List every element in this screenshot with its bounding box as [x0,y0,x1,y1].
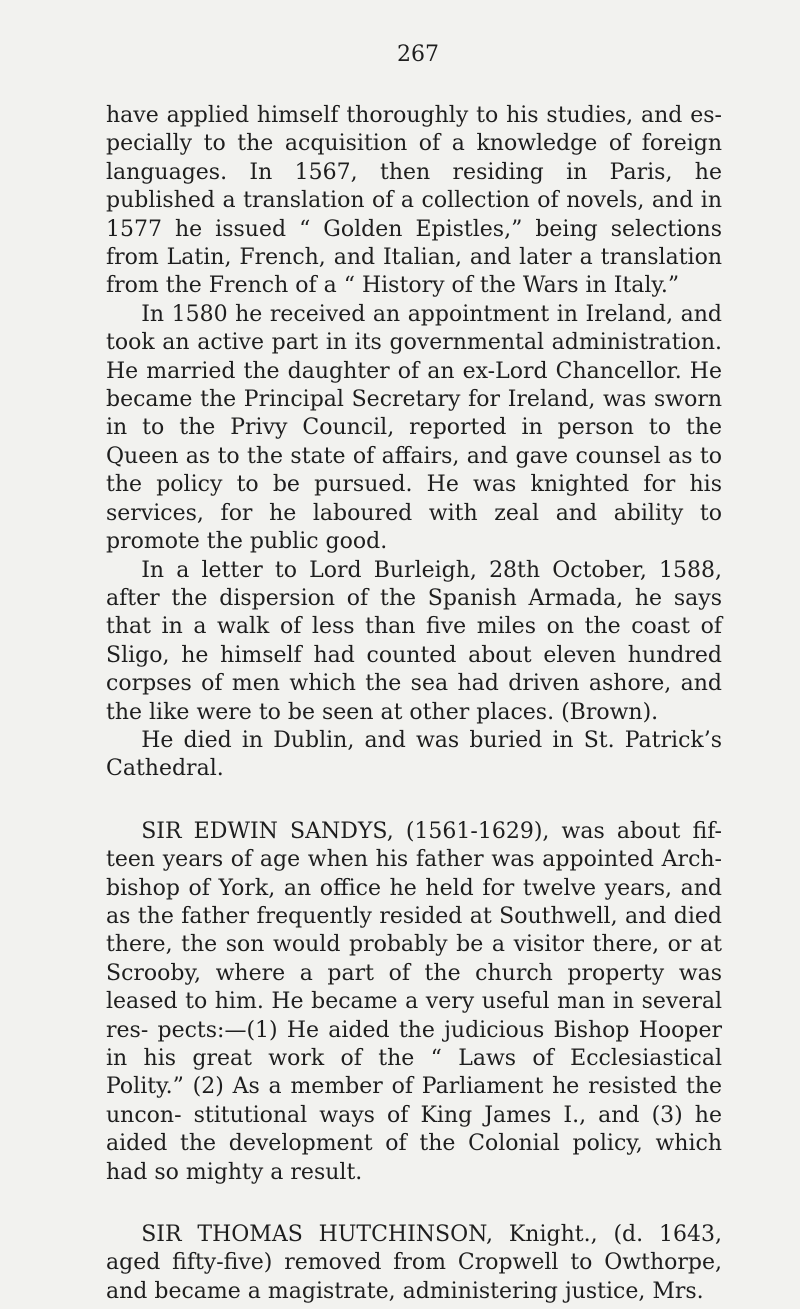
paragraph-thomas-hutchinson: SIR THOMAS HUTCHINSON, Knight., (d. 1643, aged fifty-five) removed from Cropwell to Owthorpe, and became a magistrate, administering justice, Mrs. [106,1222,722,1304]
paragraph-studies: have applied himself thoroughly to his studies, and es- pecially to the acquisition of a knowledge of foreign languages. In 1567, then residing in Paris, he published a translation of a collection of novels, and in 1577 he issued “ Golden Epistles,” being selections from Latin, French, and Italian, and later a translation from the French of a “ History of the Wars in Italy.” [106,103,722,299]
paragraph-armada-letter: In a letter to Lord Burleigh, 28th October, 1588, after the dispersion of the Spanish Armada, he says that in a walk of less than five miles on the coast of Sligo, he himself had counted about eleven hundred corpses of men which the sea had driven ashore, and the like were to be seen at other places. (Brown). [106,557,722,725]
page-number: 267 [397,42,439,67]
paragraph-death: He died in Dublin, and was buried in St. Patrick’s Cathedral. [106,727,722,782]
paragraph-edwin-sandys: SIR EDWIN SANDYS, (1561-1629), was about fif- teen years of age when his father was appointed Arch- bishop of York, an office he held for twelve years, and as the father frequently resided at Southwell, and died there, the son would probably be a visitor there, or at Scrooby, where a part of the church property was leased to him. He became a very useful man in several res- pects:—(1) He aided the judicious Bishop Hooper in his great work of the “ Laws of Ecclesiastical Polity.” (2) As a member of Parliament he resisted the uncon- stitutional ways of King James I., and (3) he aided the development of the Colonial policy, which had so mighty a result. [106,818,722,1185]
paragraph-ireland-appointment: In 1580 he received an appointment in Ireland, and took an active part in its governmental administration. He married the daughter of an ex-Lord Chancellor. He became the Principal Secretary for Ireland, was sworn in to the Privy Council, reported in person to the Queen as to the state of affairs, and gave counsel as to the policy to be pursued. He was knighted for his services, for he laboured with zeal and ability to promote the public good. [106,301,722,555]
